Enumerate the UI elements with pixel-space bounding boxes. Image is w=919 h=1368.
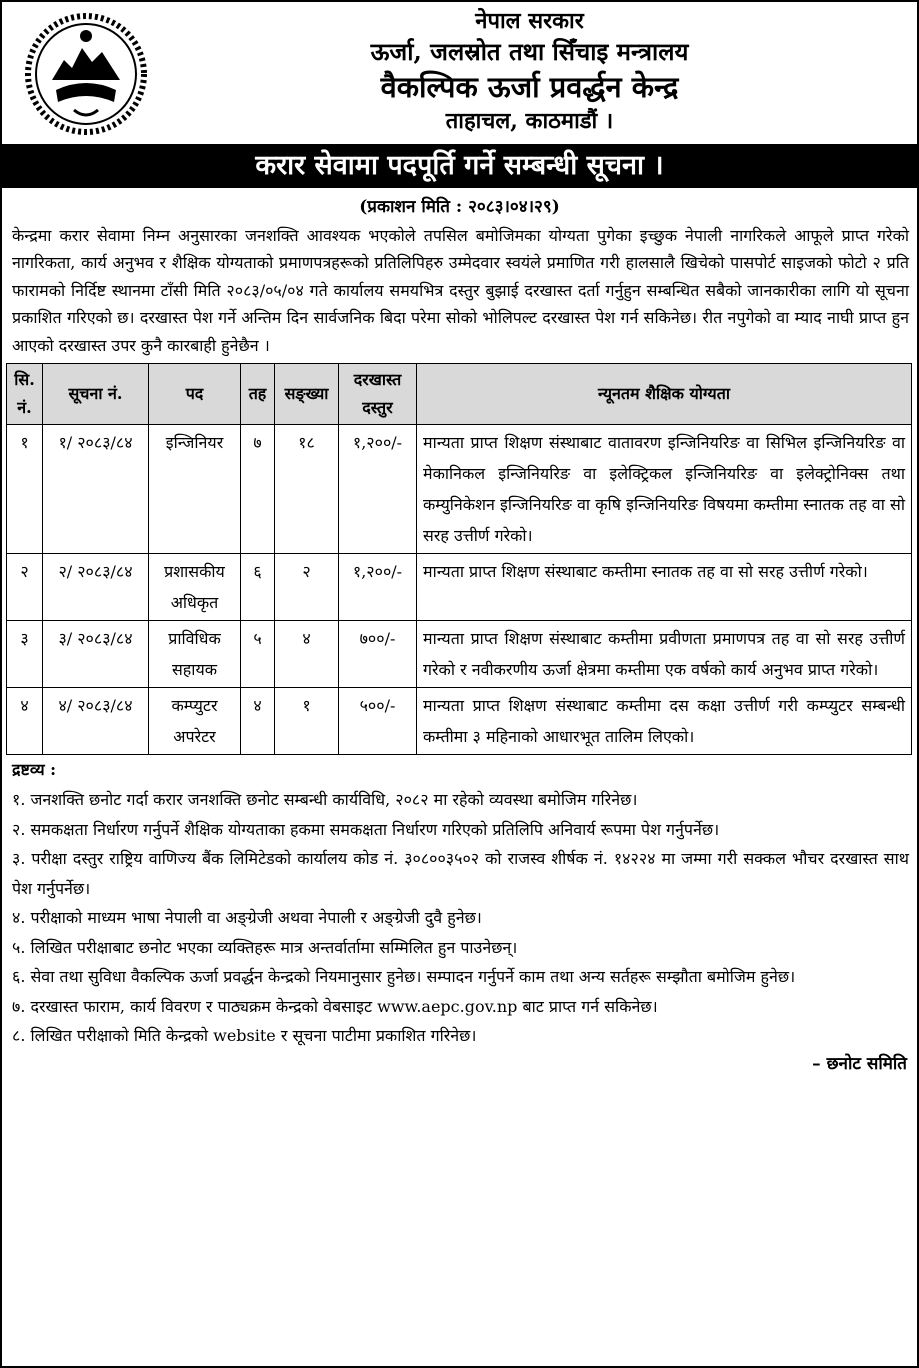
signature: – छनोट समिति <box>812 1053 907 1074</box>
header-level: तह <box>241 364 275 425</box>
cell-count: ४ <box>275 621 339 688</box>
cell-fee: १,२००/- <box>339 554 417 621</box>
cell-qualification: मान्यता प्राप्त शिक्षण संस्थाबाट कम्तीमा दस कक्षा उत्तीर्ण गरी कम्प्युटर सम्बन्धी कम्तीमा ३ महिनाको आधारभूत तालिम लिएको। <box>417 688 912 755</box>
cell-count: २ <box>275 554 339 621</box>
header-qualification: न्यूनतम शैक्षिक योग्यता <box>417 364 912 425</box>
cell-post: प्रशासकीय अधिकृत <box>149 554 241 621</box>
cell-count: १८ <box>275 425 339 554</box>
note-item: ७. दरखास्त फाराम, कार्य विवरण र पाठ्यक्रम केन्द्रको वेबसाइट www.aepc.gov.np बाट प्राप्त गर्न सकिनेछ। <box>12 996 658 1016</box>
header-notice-no: सूचना नं. <box>43 364 149 425</box>
note-item: २. समकक्षता निर्धारण गर्नुपर्ने शैक्षिक योग्यताका हकमा समकक्षता निर्धारण गरिएको प्रतिलिपि अनिवार्य रूपमा पेश गर्नुपर्नेछ। <box>12 819 720 839</box>
office-name: वैकल्पिक ऊर्जा प्रवर्द्धन केन्द्र <box>380 70 679 104</box>
header-post: पद <box>149 364 241 425</box>
header-lines <box>152 6 907 136</box>
notice-title-banner: करार सेवामा पदपूर्ति गर्ने सम्बन्धी सूचना । <box>2 144 917 188</box>
cell-fee: ७००/- <box>339 621 417 688</box>
table-row <box>7 621 912 688</box>
cell-post: इन्जिनियर <box>149 425 241 554</box>
cell-sn: ३ <box>7 621 43 688</box>
table-row <box>7 425 912 554</box>
note-item: ५. लिखित परीक्षाबाट छनोट भएका व्यक्तिहरू मात्र अन्तर्वार्तामा सम्मिलित हुन पाउनेछन्। <box>12 937 518 957</box>
cell-qualification: मान्यता प्राप्त शिक्षण संस्थाबाट कम्तीमा प्रवीणता प्रमाणपत्र तह वा सो सरह उत्तीर्ण गरेको र नवीकरणीय ऊर्जा क्षेत्रमा कम्तीमा एक वर्षको कार्य अनुभव प्राप्त गरेको। <box>417 621 912 688</box>
header-count: सङ्ख्या <box>275 364 339 425</box>
cell-notice-no: ३/ २०८३/८४ <box>43 621 149 688</box>
cell-count: १ <box>275 688 339 755</box>
note-item: ८. लिखित परीक्षाको मिति केन्द्रको website र सूचना पाटीमा प्रकाशित गरिनेछ। <box>12 1026 477 1046</box>
nepal-government-emblem-icon <box>22 10 150 138</box>
cell-sn: १ <box>7 425 43 554</box>
note-item: १. जनशक्ति छनोट गर्दा करार जनशक्ति छनोट सम्बन्धी कार्यविधि, २०८२ मा रहेको व्यवस्था बमोजिम गरिनेछ। <box>12 790 638 810</box>
notes-list <box>2 785 917 1051</box>
cell-notice-no: ४/ २०८३/८४ <box>43 688 149 755</box>
header <box>2 2 917 144</box>
table-row <box>7 688 912 755</box>
note-item: ४. परीक्षाको माध्यम भाषा नेपाली वा अङ्ग्रेजी अथवा नेपाली र अङ्ग्रेजी दुवै हुनेछ। <box>12 908 482 928</box>
cell-fee: १,२००/- <box>339 425 417 554</box>
publication-date: (प्रकाशन मिति : २०८३।०४।२९) <box>359 197 560 217</box>
cell-post: प्राविधिक सहायक <box>149 621 241 688</box>
cell-post: कम्प्युटर अपरेटर <box>149 688 241 755</box>
cell-level: ५ <box>241 621 275 688</box>
note-item: ३. परीक्षा दस्तुर राष्ट्रिय वाणिज्य बैंक लिमिटेडको कार्यालय कोड नं. ३०८००३५०२ को राजस्व शीर्षक नं. १४२२४ मा जम्मा गरी सक्कल भौचर दरखास्त साथ पेश गर्नुपर्नेछ। <box>12 849 909 898</box>
cell-sn: ४ <box>7 688 43 755</box>
ministry-name: ऊर्जा, जलस्रोत तथा सिँचाइ मन्त्रालय <box>370 37 689 66</box>
cell-notice-no: २/ २०८३/८४ <box>43 554 149 621</box>
cell-level: ४ <box>241 688 275 755</box>
cell-notice-no: १/ २०८३/८४ <box>43 425 149 554</box>
notes-title: द्रष्टव्य : <box>12 760 57 780</box>
cell-qualification: मान्यता प्राप्त शिक्षण संस्थाबाट वातावरण इन्जिनियरिङ वा सिभिल इन्जिनियरिङ वा मेकानिकल इन्जिनियरिङ वा इलेक्ट्रिकल इन्जिनियरिङ वा इलेक्ट्रोनिक्स तथा कम्युनिकेशन इन्जिनियरिङ वा कृषि इन्जिनियरिङ विषयमा कम्तीमा स्नातक तह वा सो सरह उत्तीर्ण गरेको। <box>417 425 912 554</box>
header-fee: दरखास्त दस्तुर <box>339 364 417 425</box>
header-sn: सि. नं. <box>7 364 43 425</box>
cell-qualification: मान्यता प्राप्त शिक्षण संस्थाबाट कम्तीमा स्नातक तह वा सो सरह उत्तीर्ण गरेको। <box>417 554 912 621</box>
cell-level: ७ <box>241 425 275 554</box>
intro-paragraph: केन्द्रमा करार सेवामा निम्न अनुसारका जनशक्ति आवश्यक भएकोले तपसिल बमोजिमका योग्यता पुगेका इच्छुक नेपाली नागरिकले आफूले प्राप्त गरेको नागरिकता, कार्य अनुभव र शैक्षिक योग्यताको प्रमाणपत्रहरूको प्रतिलिपिहरु उम्मेदवार स्वयंले प्रमाणित गरी हालसालै खिचेको पासपोर्ट साइजको फोटो २ प्रति फारामको निर्दिष्ट स्थानमा टाँसी मिति २०८३/०५/०४ गते कार्यालय समयभित्र दस्तुर बुझाई दरखास्त दर्ता गर्नुहुन सम्बन्धित सबैको जानकारीका लागि यो सूचना प्रकाशित गरिएको छ। दरखास्त पेश गर्ने अन्तिम दिन सार्वजनिक बिदा परेमा सोको भोलिपल्ट दरखास्त पेश गर्न सकिनेछ। रीत नपुगेको वा म्याद नाघी प्राप्त हुन आएको दरखास्त उपर कुनै कारबाही हुनेछैन । <box>12 226 909 355</box>
table-row <box>7 554 912 621</box>
cell-level: ६ <box>241 554 275 621</box>
cell-sn: २ <box>7 554 43 621</box>
government-name: नेपाल सरकार <box>475 8 584 34</box>
vacancy-table <box>6 363 912 755</box>
note-item: ६. सेवा तथा सुविधा वैकल्पिक ऊर्जा प्रवर्द्धन केन्द्रको नियमानुसार हुनेछ। सम्पादन गर्नुपर्ने काम तथा अन्य सर्तहरू सम्झौता बमोजिम हुनेछ। <box>12 967 796 987</box>
cell-fee: ५००/- <box>339 688 417 755</box>
table-header-row <box>7 364 912 425</box>
office-address: ताहाचल, काठमाडौं । <box>445 108 614 134</box>
